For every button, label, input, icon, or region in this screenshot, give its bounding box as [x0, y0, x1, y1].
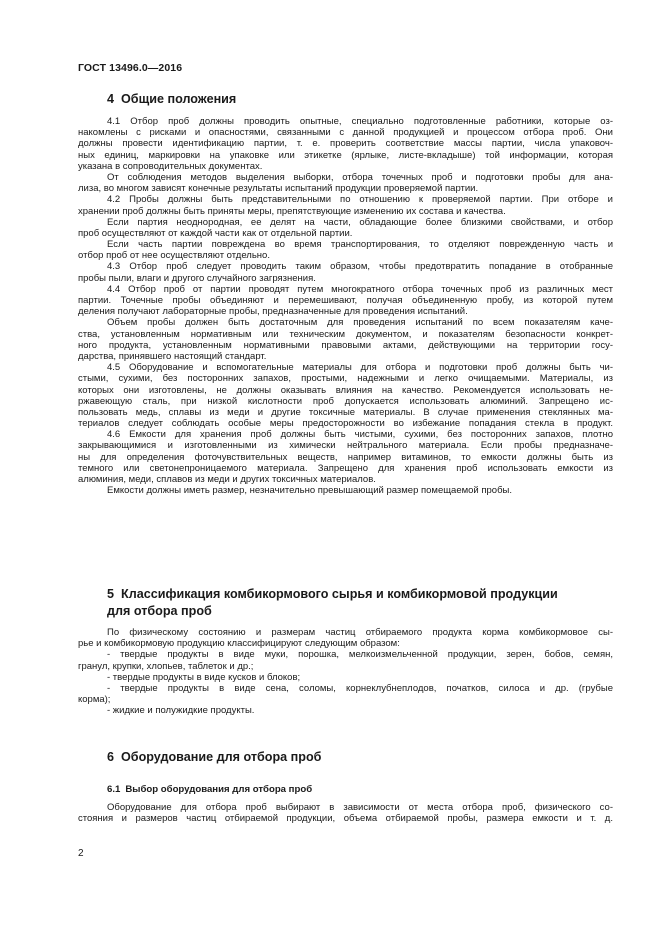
text-line: ны для определения фоточувствительных веществ, например витаминов, то емкости должны быть из: [78, 451, 613, 463]
text-line: - жидкие и полужидкие продукты.: [107, 705, 255, 717]
text-line: 4.3 Отбор проб следует проводить таким образом, чтобы предотвратить попадание в отобранные: [107, 261, 613, 273]
section-5-title-line-2: для отбора проб: [107, 604, 212, 618]
text-line: 4.2 Пробы должны быть представительными по отношению к проверяемой партии. При отборе и: [107, 194, 613, 206]
text-line: По физическому состоянию и размерам частиц отбираемого продукта корма комбикормовое сы-: [107, 627, 613, 638]
section-6-title: Оборудование для отбора проб: [121, 750, 322, 764]
subsection-6-1-number: 6.1: [107, 784, 121, 795]
text-line: Если партия неоднородная, ее делят на части, обладающие более близкими свойствами, и отбор: [107, 216, 613, 228]
section-4-heading: [107, 91, 236, 108]
text-line: Если часть партии повреждена во время транспортирования, то отделяют поврежденную часть и: [107, 239, 613, 251]
section-5-body: [78, 627, 613, 717]
text-line: стояния и размеров частиц отбираемой продукции, объема отбираемой пробы, размера емкости и т. д.: [78, 813, 613, 825]
text-line: пользовать медь, сплавы из меди и другие токсичные материалы. В случае применения стеклянных ма-: [78, 406, 613, 418]
text-line: рье и комбикормовую продукцию классифицируют следующим образом:: [78, 638, 400, 650]
subsection-6-1-heading: [107, 784, 312, 796]
section-6-heading: [107, 749, 321, 766]
text-line: 4.5 Оборудование и вспомогательные материалы для отбора и подготовки проб должны быть чи-: [107, 362, 613, 374]
text-line: От соблюдения методов выделения выборки, отбора точечных проб и подготовки пробы для ана-: [107, 171, 613, 183]
text-line: ржавеющую сталь, при низкой кислотности проб допускается использовать алюминий. Запрещено ис-: [78, 395, 613, 407]
text-line: дарства, принявшего настоящий стандарт.: [78, 350, 267, 362]
text-line: накомлены с рисками и опасностями, связанными с данной продукцией и процессом отбора проб. Они: [78, 127, 613, 139]
text-line: отбор проб от нее осуществляют отдельно.: [78, 250, 270, 262]
text-line: - твердые продукты в виде сена, соломы, корнеклубнеплодов, початков, силоса и др. (грубые: [107, 682, 613, 694]
text-line: должны провести идентификацию партии, т. е. проверить соответствие массы партии, числа упаковоч-: [78, 138, 613, 150]
text-line: деления получают лабораторные пробы, предназначенные для проведения испытаний.: [78, 306, 468, 318]
document-code: ГОСТ 13496.0—2016: [78, 62, 183, 74]
text-line: проб осуществляют от каждой части как от отдельной партии.: [78, 227, 353, 239]
section-5-heading: [107, 586, 558, 620]
text-line: 4.4 Отбор проб от партии проводят путем многократного отбора точечных проб из различных мест: [107, 283, 613, 295]
text-line: партии. Точечные пробы объединяют и перемешивают, получая объединенную пробу, из которой путем: [78, 295, 613, 306]
text-line: лиза, во многом зависят конечные результаты испытаний продукции проверяемой партии.: [78, 183, 479, 195]
text-line: которых они изготовлены, не должны оказывать влияния на качество. Рекомендуется использовать не-: [78, 384, 613, 396]
text-line: пробы пыли, влаги и другого случайного загрязнения.: [78, 272, 316, 284]
text-line: ных единиц, маркировки на упаковке или этикетке (ярлыке, листе-вкладыше) той информации, которая: [78, 149, 613, 161]
text-line: - твердые продукты в виде муки, порошка, мелкоизмельченной продукции, зерен, бобов, семян,: [107, 649, 613, 661]
text-line: 4.6 Емкости для хранения проб должны быть чистыми, сухими, без посторонних запахов, плотно: [107, 429, 613, 441]
text-line: гранул, крупки, хлопьев, таблеток и др.;: [78, 660, 254, 672]
text-line: хранении проб должны быть приняты меры, препятствующие изменению их состава и качества.: [78, 205, 506, 217]
text-line: ного продукта, установленным нормативными правовыми актами, действующими на территории госу-: [78, 339, 613, 351]
text-line: темного или светонепроницаемого материала. Запрещено для хранения проб использовать емкости из: [78, 462, 613, 474]
section-4-body: [78, 116, 613, 496]
text-line: алюминия, меди, сплавов из меди и других токсичных материалов.: [78, 474, 376, 485]
text-line: териалов следует соблюдать особые меры предосторожности во избежание попадания стекла в продукт.: [78, 418, 613, 430]
text-line: 4.1 Отбор проб должны проводить опытные, специально подготовленные работники, которые оз-: [107, 116, 613, 127]
text-line: закрывающимися и изготовленными из химически нейтрального материала. Если пробы предназначе-: [78, 440, 613, 452]
text-line: Объем пробы должен быть достаточным для проведения испытаний по всем показателям каче-: [107, 317, 613, 329]
text-line: ства, установленным нормативным или техническим документом, и показателям безопасности конкрет-: [78, 328, 613, 340]
section-5-title-line-1: Классификация комбикормового сырья и комбикормовой продукции: [121, 587, 558, 601]
text-line: указана в сопроводительных документах.: [78, 160, 263, 172]
subsection-6-1-title: Выбор оборудования для отбора проб: [125, 784, 313, 795]
text-line: - твердые продукты в виде кусков и блоков;: [107, 671, 301, 683]
section-4-number: 4: [107, 92, 115, 106]
text-line: корма);: [78, 694, 111, 706]
text-line: Емкости должны иметь размер, незначительно превышающий размер помещаемой пробы.: [107, 485, 513, 497]
text-line: стыми, сухими, без посторонних запахов, простыми, надежными и легко очищаемыми. Материалы, из: [78, 373, 613, 385]
section-6-number: 6: [107, 750, 115, 764]
section-4-title: Общие положения: [121, 92, 237, 106]
page-number: 2: [78, 848, 84, 859]
section-5-number: 5: [107, 587, 115, 601]
section-6-body: [78, 802, 613, 824]
text-line: Оборудование для отбора проб выбирают в зависимости от места отбора проб, физического со-: [107, 802, 613, 813]
